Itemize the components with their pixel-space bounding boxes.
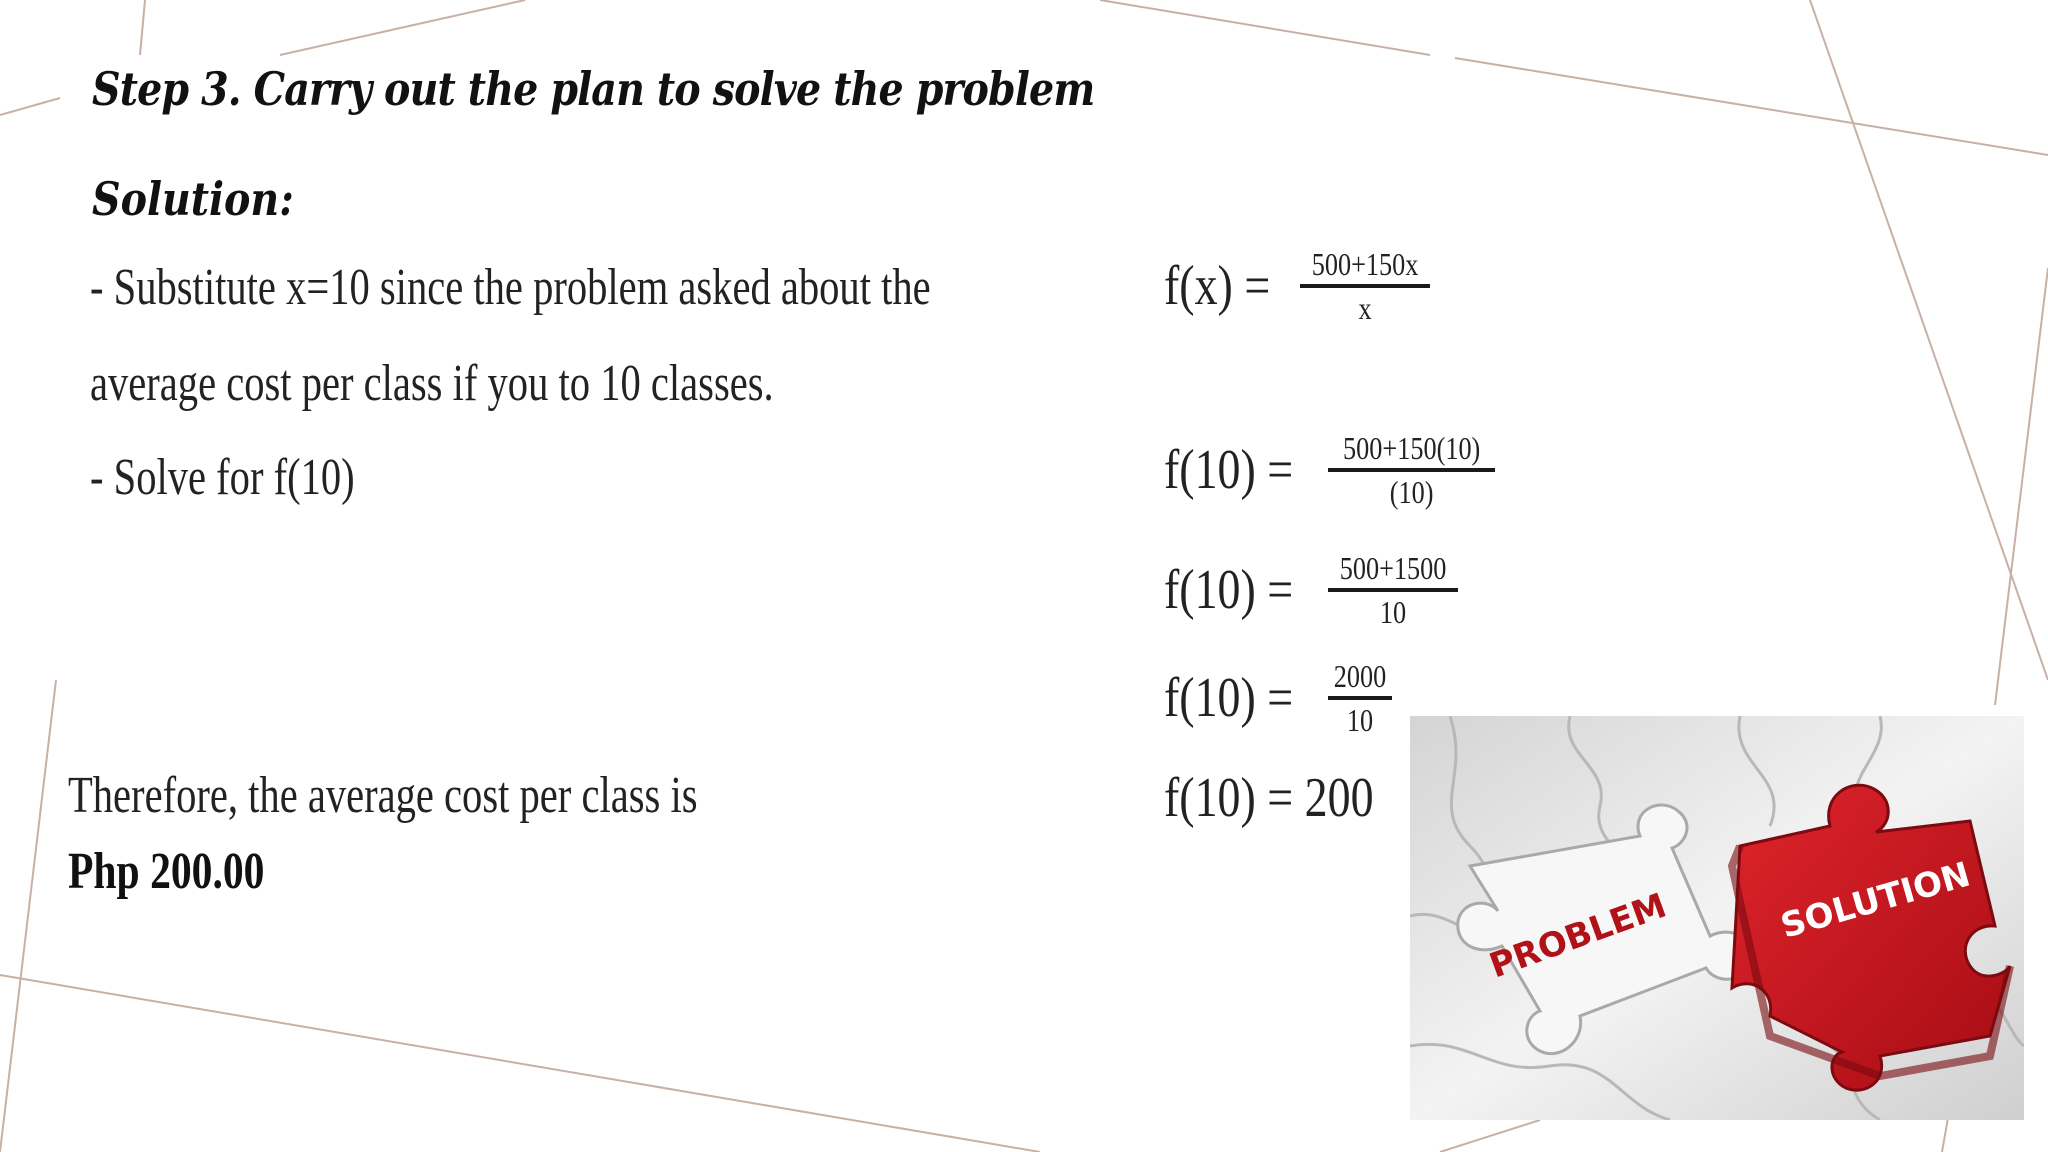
equation-lhs: f(10) = bbox=[1164, 559, 1294, 621]
equation-multiply bbox=[1164, 548, 1458, 632]
equation-lhs: f(10) = bbox=[1164, 439, 1294, 501]
conclusion-text: Therefore, the average cost per class is bbox=[68, 767, 698, 824]
slide-title: Step 3. Carry out the plan to solve the problem bbox=[92, 62, 1095, 116]
fraction bbox=[1328, 548, 1458, 632]
fraction bbox=[1328, 428, 1495, 512]
equation-substitution bbox=[1164, 428, 1495, 512]
fraction bbox=[1300, 244, 1430, 328]
fraction-numerator: 500+1500 bbox=[1339, 550, 1446, 586]
final-answer: Php 200.00 bbox=[68, 843, 265, 900]
solution-step-text: - Substitute x=10 since the problem asked about the bbox=[90, 259, 931, 316]
fraction-denominator: 10 bbox=[1346, 702, 1373, 738]
equation-lhs: f(x) = bbox=[1164, 255, 1271, 317]
solution-heading: Solution: bbox=[92, 172, 294, 226]
fraction-denominator: (10) bbox=[1389, 474, 1434, 510]
problem-label: PROBLEM bbox=[1484, 885, 1672, 987]
equation-result bbox=[1164, 766, 1420, 830]
fraction-denominator: 10 bbox=[1379, 594, 1406, 630]
equation-sum bbox=[1164, 656, 1392, 740]
puzzle-image bbox=[1410, 716, 2024, 1120]
fraction bbox=[1328, 656, 1392, 740]
solution-label: SOLUTION bbox=[1776, 854, 1975, 947]
fraction-denominator: x bbox=[1357, 290, 1372, 326]
equation-lhs: f(10) = bbox=[1164, 667, 1294, 729]
equation-definition bbox=[1164, 244, 1430, 328]
puzzle-illustration bbox=[1410, 716, 2024, 1120]
solution-step-text: average cost per class if you to 10 classes. bbox=[90, 355, 774, 412]
fraction-numerator: 500+150(10) bbox=[1342, 430, 1480, 466]
fraction-numerator: 500+150x bbox=[1311, 246, 1418, 282]
equation-lhs: f(10) = 200 bbox=[1164, 767, 1374, 829]
fraction-numerator: 2000 bbox=[1333, 658, 1386, 694]
solution-step-text: - Solve for f(10) bbox=[90, 449, 355, 506]
